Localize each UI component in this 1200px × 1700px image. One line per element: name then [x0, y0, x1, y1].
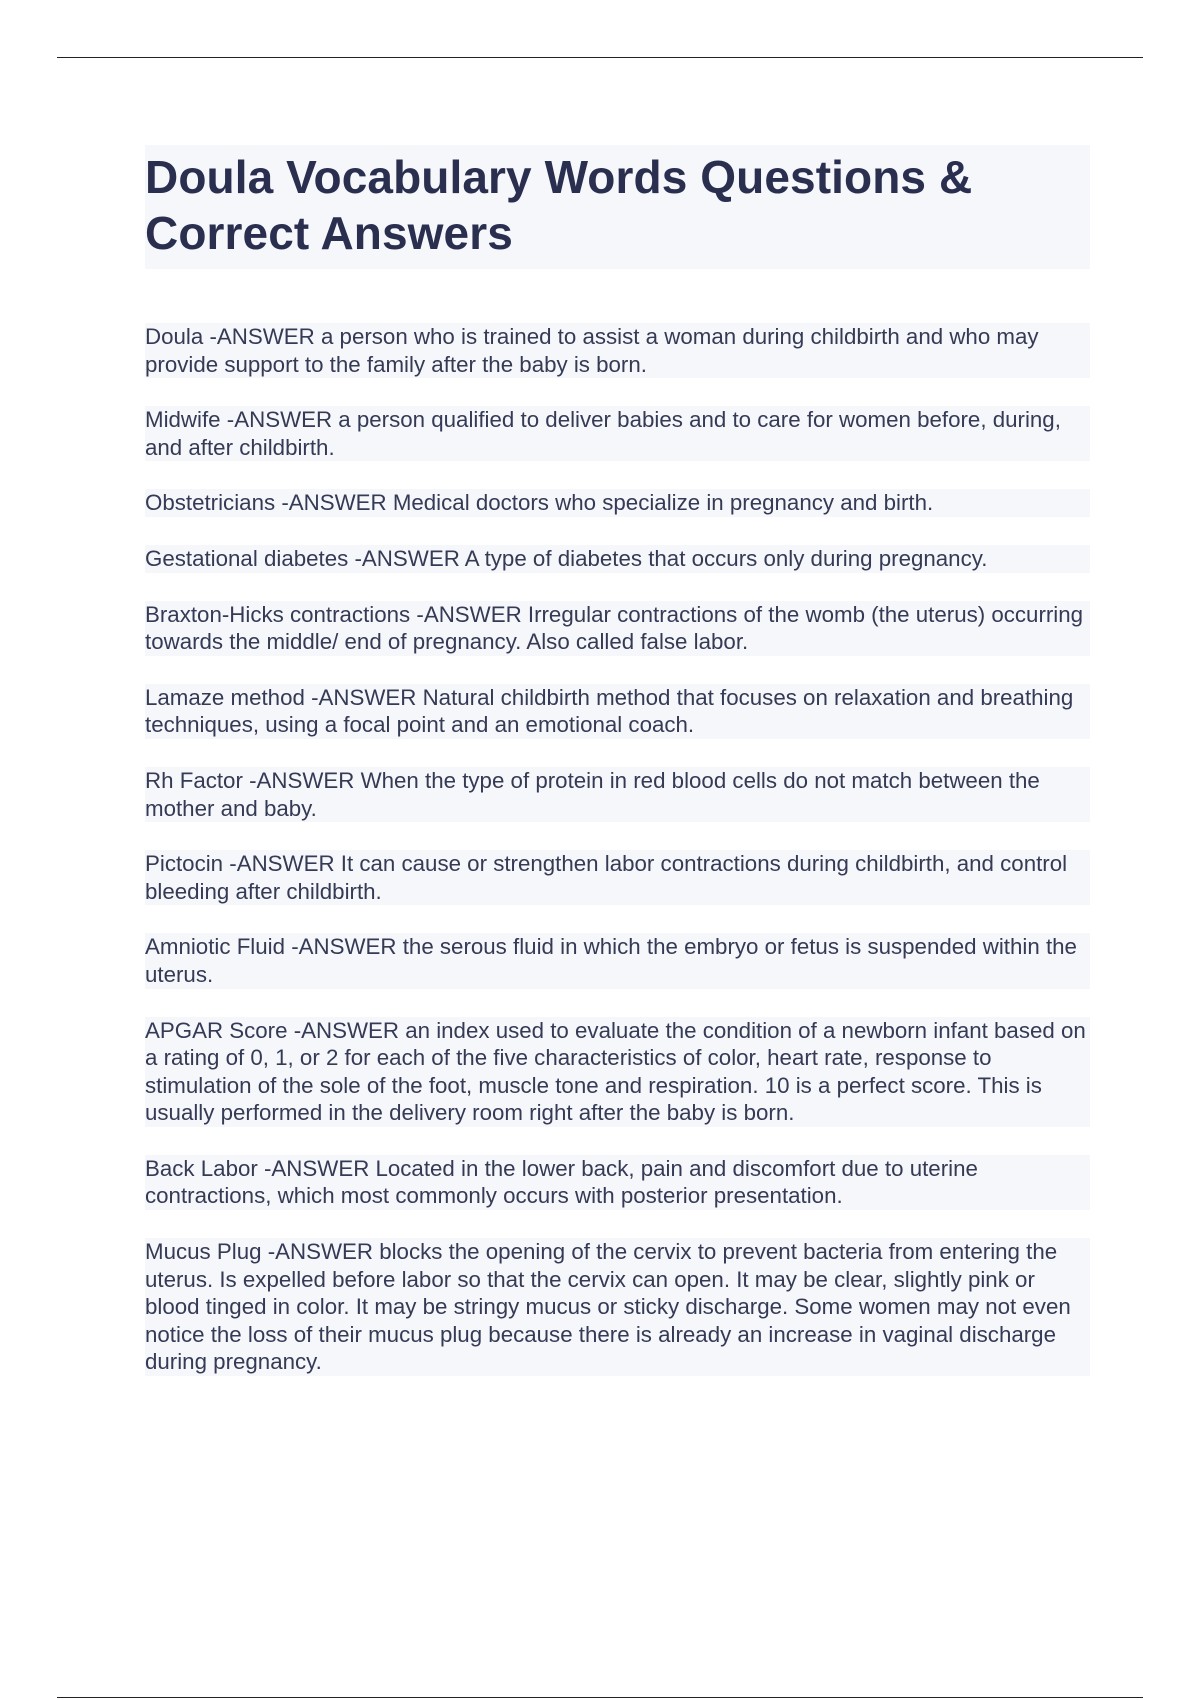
title-block: [145, 145, 1090, 269]
vocab-entry: [145, 1238, 1090, 1376]
vocab-answer: -ANSWER When the type of protein in red blood cells do not match between the mother and baby.: [145, 767, 1040, 821]
vocab-entry: [145, 601, 1090, 656]
vocab-answer: -ANSWER Located in the lower back, pain and discomfort due to uterine contractions, which most commonly occurs with posterior presentation.: [145, 1155, 978, 1209]
vocab-entry: [145, 406, 1090, 461]
document-title: Doula Vocabulary Words Questions & Correct Answers: [145, 151, 973, 259]
vocab-term: Mucus Plug: [145, 1239, 262, 1265]
vocab-answer: -ANSWER a person who is trained to assist a woman during childbirth and who may provide support to the family after the baby is born.: [145, 324, 1039, 377]
top-divider: [57, 57, 1143, 58]
vocab-term: Midwife: [145, 407, 221, 433]
vocab-term: Obstetricians: [145, 490, 276, 516]
vocab-entry: [145, 933, 1090, 988]
vocab-entry: [145, 545, 1090, 573]
vocab-term: Back Labor: [145, 1155, 258, 1181]
vocab-answer: -ANSWER Natural childbirth method that focuses on relaxation and breathing techniques, using a focal point and an emotional coach.: [145, 684, 1074, 738]
vocab-answer: -ANSWER a person qualified to deliver babies and to care for women before, during, and after childbirth.: [145, 407, 1061, 460]
vocab-term: Doula: [145, 324, 204, 349]
vocab-entry: [145, 767, 1090, 822]
vocab-entry: [145, 1017, 1090, 1127]
vocab-answer: -ANSWER an index used to evaluate the condition of a newborn infant based on a rating of 0, 1, or 2 for each of the five characteristics of color, heart rate, response to stimulation of the sole of the foot, muscle tone and respiration. 10 is a perfect score. This is usually performed in the delivery room right after the baby is born.: [145, 1017, 1086, 1126]
vocab-answer: -ANSWER the serous fluid in which the embryo or fetus is suspended within the uterus.: [145, 934, 1077, 987]
vocab-term: Amniotic Fluid: [145, 934, 286, 960]
vocab-entry: [145, 1155, 1090, 1210]
vocab-entry: [145, 489, 1090, 517]
vocab-entry: [145, 323, 1090, 378]
vocab-term: Gestational diabetes: [145, 545, 349, 571]
vocab-term: Rh Factor: [145, 767, 243, 793]
vocab-answer: -ANSWER Irregular contractions of the womb (the uterus) occurring towards the middle/ end of pregnancy. Also called false labor.: [145, 601, 1084, 655]
vocab-answer: -ANSWER It can cause or strengthen labor contractions during childbirth, and control bleeding after childbirth.: [145, 851, 1068, 904]
vocab-term: APGAR Score: [145, 1017, 288, 1043]
vocab-term: Braxton-Hicks contractions: [145, 601, 411, 627]
document-body: [145, 145, 1090, 1404]
vocab-term: Lamaze method: [145, 684, 305, 710]
vocab-entry: [145, 684, 1090, 739]
vocab-entry: [145, 850, 1090, 905]
bottom-divider: [57, 1697, 1143, 1698]
vocab-answer: -ANSWER A type of diabetes that occurs only during pregnancy.: [354, 545, 988, 571]
vocabulary-list: [145, 323, 1090, 1376]
vocab-term: Pictocin: [145, 851, 224, 877]
vocab-answer: -ANSWER blocks the opening of the cervix to prevent bacteria from entering the uterus. Is expelled before labor so that the cervix can open. It may be clear, slightly pink or blood tinged in color. It may be stringy mucus or sticky discharge. Some women may not even notice the loss of their mucus plug because there is already an increase in vaginal discharge during pregnancy.: [145, 1239, 1071, 1375]
vocab-answer: -ANSWER Medical doctors who specialize in pregnancy and birth.: [281, 490, 934, 516]
